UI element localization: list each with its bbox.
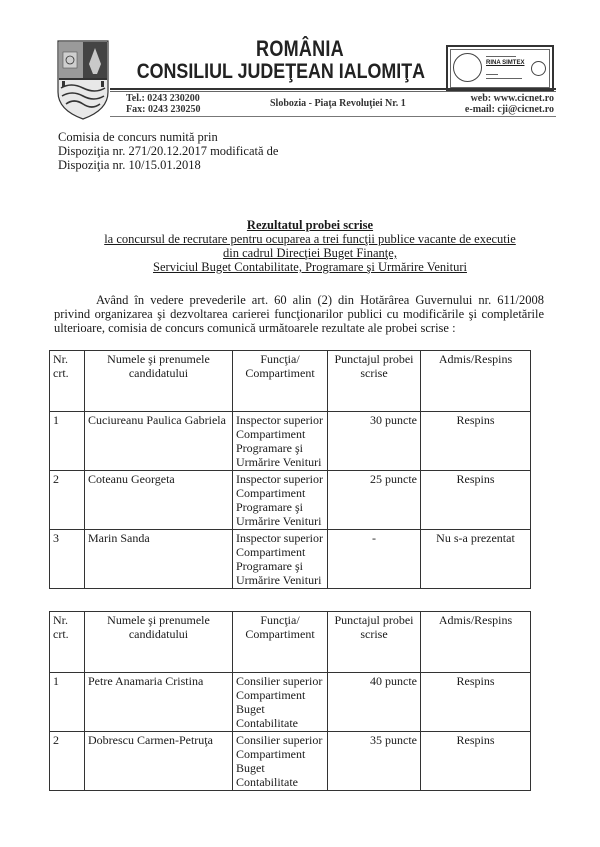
commission-reference xyxy=(58,130,278,172)
function-line: Compartiment xyxy=(236,545,306,559)
intro-paragraph xyxy=(54,293,544,335)
heading-line: Serviciul Buget Contabilitate, Programare şi Urmărire Venituri xyxy=(153,260,467,274)
function-line: Urmărire Venituri xyxy=(236,573,322,587)
function-line: Contabilitate xyxy=(236,716,298,730)
cell-result: Nu s-a prezentat xyxy=(421,530,531,589)
web-contact-block xyxy=(420,93,554,115)
function-line: Compartiment xyxy=(236,747,306,761)
commission-line: Dispoziţia nr. 10/15.01.2018 xyxy=(58,158,201,172)
letterhead-rule xyxy=(110,91,556,92)
table-row xyxy=(50,530,531,589)
cell-result: Respins xyxy=(421,412,531,471)
document-title: Rezultatul probei scrise xyxy=(246,218,374,232)
results-table-buget xyxy=(49,611,531,791)
cell-score: 30 puncte xyxy=(328,412,421,471)
institution-title: CONSILIUL JUDEŢEAN IALOMIŢA xyxy=(136,60,426,83)
intro-text: Având în vedere prevederile art. 60 alin (2) din Hotărârea Guvernului nr. 611/2008 privind organizarea şi dezvoltarea carierei funcţionarilor publici cu modificările şi completările ulterioare, comisia de concurs comunică următoarele rezultate ale probei scrise : xyxy=(54,293,544,335)
function-line: Compartiment xyxy=(236,427,306,441)
email-link[interactable]: e-mail: cji@cicnet.ro xyxy=(464,104,554,115)
cell-score: 25 puncte xyxy=(328,471,421,530)
col-name: Numele şi prenumele candidatului xyxy=(85,351,233,412)
table-row xyxy=(50,732,531,791)
document-heading xyxy=(60,218,560,274)
function-line: Inspector superior xyxy=(236,472,323,486)
col-score: Punctajul probei scrise xyxy=(328,351,421,412)
cell-function xyxy=(233,673,328,732)
phone-block xyxy=(126,93,200,115)
cell-name: Coteanu Georgeta xyxy=(85,471,233,530)
col-nr: Nr. crt. xyxy=(50,351,85,412)
cell-nr: 2 xyxy=(50,732,85,791)
address: Slobozia - Piaţa Revoluţiei Nr. 1 xyxy=(270,98,406,109)
commission-line: Comisia de concurs numită prin xyxy=(58,130,218,144)
function-line: Buget xyxy=(236,702,265,716)
col-nr: Nr. crt. xyxy=(50,612,85,673)
cell-nr: 3 xyxy=(50,530,85,589)
heading-line: din cadrul Direcţiei Buget Finanţe, xyxy=(223,246,397,260)
function-line: Urmărire Venituri xyxy=(236,514,322,528)
col-result: Admis/Respins xyxy=(421,612,531,673)
web-link[interactable]: web: www.cicnet.ro xyxy=(470,93,554,104)
cell-name: Petre Anamaria Cristina xyxy=(85,673,233,732)
table-row xyxy=(50,412,531,471)
col-score: Punctajul probei scrise xyxy=(328,612,421,673)
function-line: Contabilitate xyxy=(236,775,298,789)
cell-function xyxy=(233,732,328,791)
cell-function xyxy=(233,530,328,589)
function-line: Urmărire Venituri xyxy=(236,455,322,469)
cell-score: 40 puncte xyxy=(328,673,421,732)
cell-result: Respins xyxy=(421,732,531,791)
heading-line: la concursul de recrutare pentru ocuparea a trei funcţii publice vacante de executie xyxy=(104,232,516,246)
function-line: Programare şi xyxy=(236,441,303,455)
cell-function xyxy=(233,412,328,471)
function-line: Programare şi xyxy=(236,559,303,573)
cell-nr: 1 xyxy=(50,412,85,471)
letterhead-rule xyxy=(110,88,556,90)
fax-number: Fax: 0243 230250 xyxy=(126,104,201,115)
cell-nr: 1 xyxy=(50,673,85,732)
table-row xyxy=(50,673,531,732)
results-table-programare xyxy=(49,350,531,589)
letterhead-bottom-rule xyxy=(110,116,556,117)
cell-name: Marin Sanda xyxy=(85,530,233,589)
cert-brand: RINA SIMTEX xyxy=(486,60,525,66)
function-line: Compartiment xyxy=(236,688,306,702)
col-result: Admis/Respins xyxy=(421,351,531,412)
col-function: Funcţia/ Compartiment xyxy=(233,351,328,412)
cell-name: Dobrescu Carmen-Petruţa xyxy=(85,732,233,791)
function-line: Consilier superior xyxy=(236,674,323,688)
cell-nr: 2 xyxy=(50,471,85,530)
table-row xyxy=(50,471,531,530)
table-header-row xyxy=(50,351,531,412)
cell-score: - xyxy=(328,530,421,589)
function-line: Inspector superior xyxy=(236,413,323,427)
cell-result: Respins xyxy=(421,673,531,732)
col-function: Funcţia/ Compartiment xyxy=(233,612,328,673)
certification-seal-icon: RINA SIMTEX ▬▬▬▬▬▬▬▬▬▬ ▬▬▬▬ ▬▬▬▬▬▬▬▬▬▬▬▬ xyxy=(446,45,554,92)
function-line: Consilier superior xyxy=(236,733,323,747)
table-header-row xyxy=(50,612,531,673)
country-title: ROMÂNIA xyxy=(256,36,344,61)
cell-score: 35 puncte xyxy=(328,732,421,791)
function-line: Inspector superior xyxy=(236,531,323,545)
cell-function xyxy=(233,471,328,530)
tel-number: Tel.: 0243 230200 xyxy=(126,93,200,104)
function-line: Buget xyxy=(236,761,265,775)
cell-name: Cuciureanu Paulica Gabriela xyxy=(85,412,233,471)
function-line: Programare şi xyxy=(236,500,303,514)
commission-line: Dispoziţia nr. 271/20.12.2017 modificată de xyxy=(58,144,279,158)
cell-result: Respins xyxy=(421,471,531,530)
function-line: Compartiment xyxy=(236,486,306,500)
col-name: Numele şi prenumele candidatului xyxy=(85,612,233,673)
